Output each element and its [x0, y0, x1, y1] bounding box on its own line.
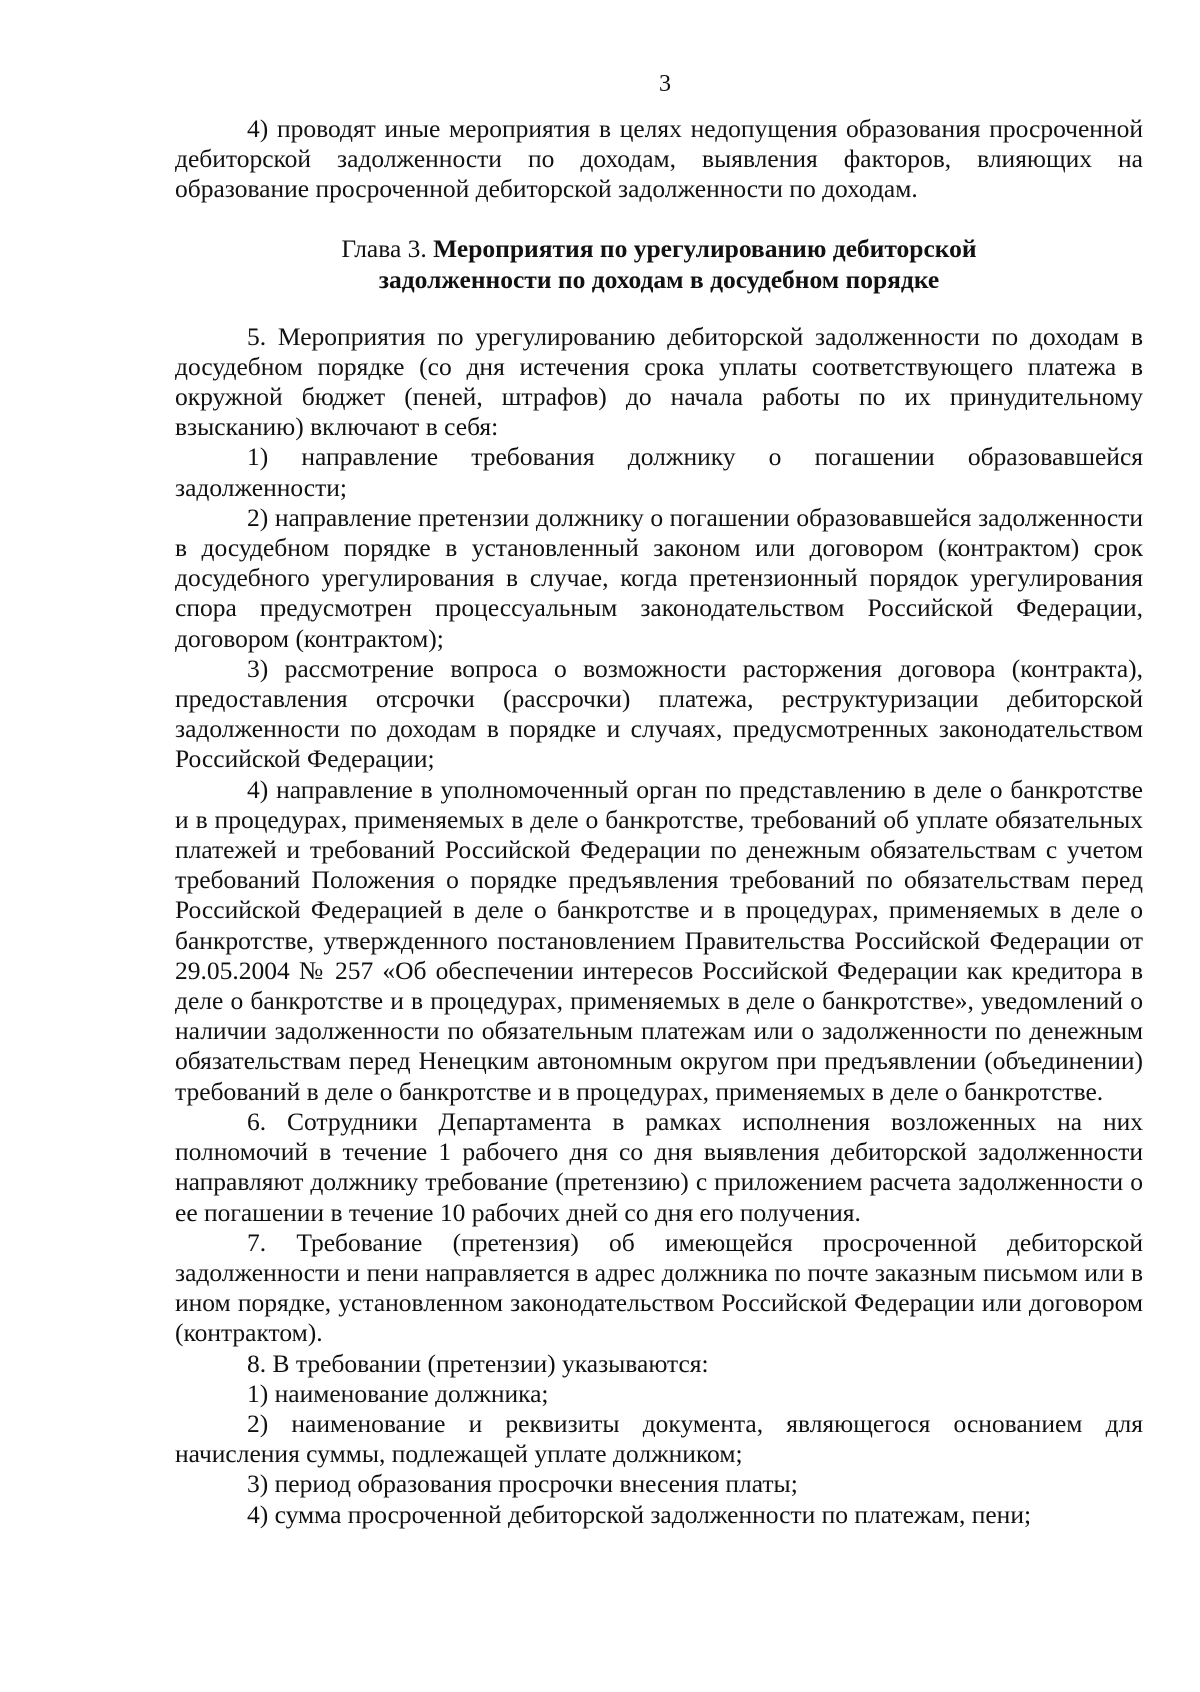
- paragraph-5-item-4: 4) направление в уполномоченный орган по представлению в деле о банкротстве и в процедурах, применяемых в деле о банкротстве, требований об уплате обязательных платежей и требований Российской Федерации по денежным обязательствам с учетом требований Положения о порядке предъявления требований по обязательствам перед Российской Федерацией в деле о банкротстве и в процедурах, применяемых в деле о банкротстве, утвержденного постановлением Правительства Российской Федерации от 29.05.2004 № 257 «Об обеспечении интересов Российской Федерации как кредитора в деле о банкротстве и в процедурах, применяемых в деле о банкротстве», уведомлений о наличии задолженности по обязательным платежам или о задолженности по денежным обязательствам перед Ненецким автономным округом при предъявлении (объединении) требований в деле о банкротстве и в процедурах, применяемых в деле о банкротстве.: [175, 774, 1143, 1106]
- paragraph-8: 8. В требовании (претензии) указываются:: [247, 1348, 709, 1378]
- chapter-heading-line-2: [175, 264, 1143, 295]
- chapter-heading: [175, 233, 1143, 295]
- intro-paragraph: 4) проводят иные мероприятия в целях недопущения образования просроченной дебиторской задолженности по доходам, выявления факторов, влияющих на образование просроченной дебиторской задолженности по доходам.: [175, 114, 1143, 204]
- chapter-heading-line-1: [175, 233, 1143, 264]
- paragraph-5-item-2: 2) направление претензии должнику о погашении образовавшейся задолженности в досудебном порядке в установленный законом или договором (контрактом) срок досудебного урегулирования в случае, когда претензионный порядок урегулирования спора предусмотрен процессуальным законодательством Российской Федерации, договором (контрактом);: [175, 502, 1143, 653]
- paragraph-8-item-1: 1) наименование должника;: [247, 1378, 549, 1408]
- paragraph-8-item-4: 4) сумма просроченной дебиторской задолженности по платежам, пени;: [247, 1499, 1032, 1529]
- paragraph-5-item-1: 1) направление требования должнику о погашении образовавшейся задолженности;: [175, 442, 1143, 502]
- paragraph-7: 7. Требование (претензия) об имеющейся просроченной дебиторской задолженности и пени направляется в адрес должника по почте заказным письмом или в ином порядке, установленном законодательством Российской Федерации или договором (контрактом).: [175, 1227, 1143, 1348]
- chapter-title-line-1: Мероприятия по урегулированию дебиторской: [433, 233, 977, 263]
- paragraph-8-item-3: 3) период образования просрочки внесения платы;: [247, 1469, 798, 1499]
- document-body: [175, 114, 1143, 1530]
- chapter-title-line-2: задолженности по доходам в досудебном порядке: [378, 264, 940, 294]
- page-number: 3: [659, 71, 671, 97]
- paragraph-5-item-3: 3) рассмотрение вопроса о возможности расторжения договора (контракта), предоставления отсрочки (рассрочки) платежа, реструктуризации дебиторской задолженности по доходам в порядке и случаях, предусмотренных законодательством Российской Федерации;: [175, 653, 1143, 774]
- chapter-prefix: Глава 3.: [341, 233, 427, 263]
- paragraph-6: 6. Сотрудники Департамента в рамках исполнения возложенных на них полномочий в течение 1 рабочего дня со дня выявления дебиторской задолженности направляют должнику требование (претензию) с приложением расчета задолженности о ее погашении в течение 10 рабочих дней со дня его получения.: [175, 1106, 1143, 1227]
- paragraph-8-item-2: 2) наименование и реквизиты документа, являющегося основанием для начисления суммы, подлежащей уплате должником;: [175, 1408, 1143, 1469]
- paragraph-5: 5. Мероприятия по урегулированию дебиторской задолженности по доходам в досудебном порядке (со дня истечения срока уплаты соответствующего платежа в окружной бюджет (пеней, штрафов) до начала работы по их принудительному взысканию) включают в себя:: [175, 321, 1143, 442]
